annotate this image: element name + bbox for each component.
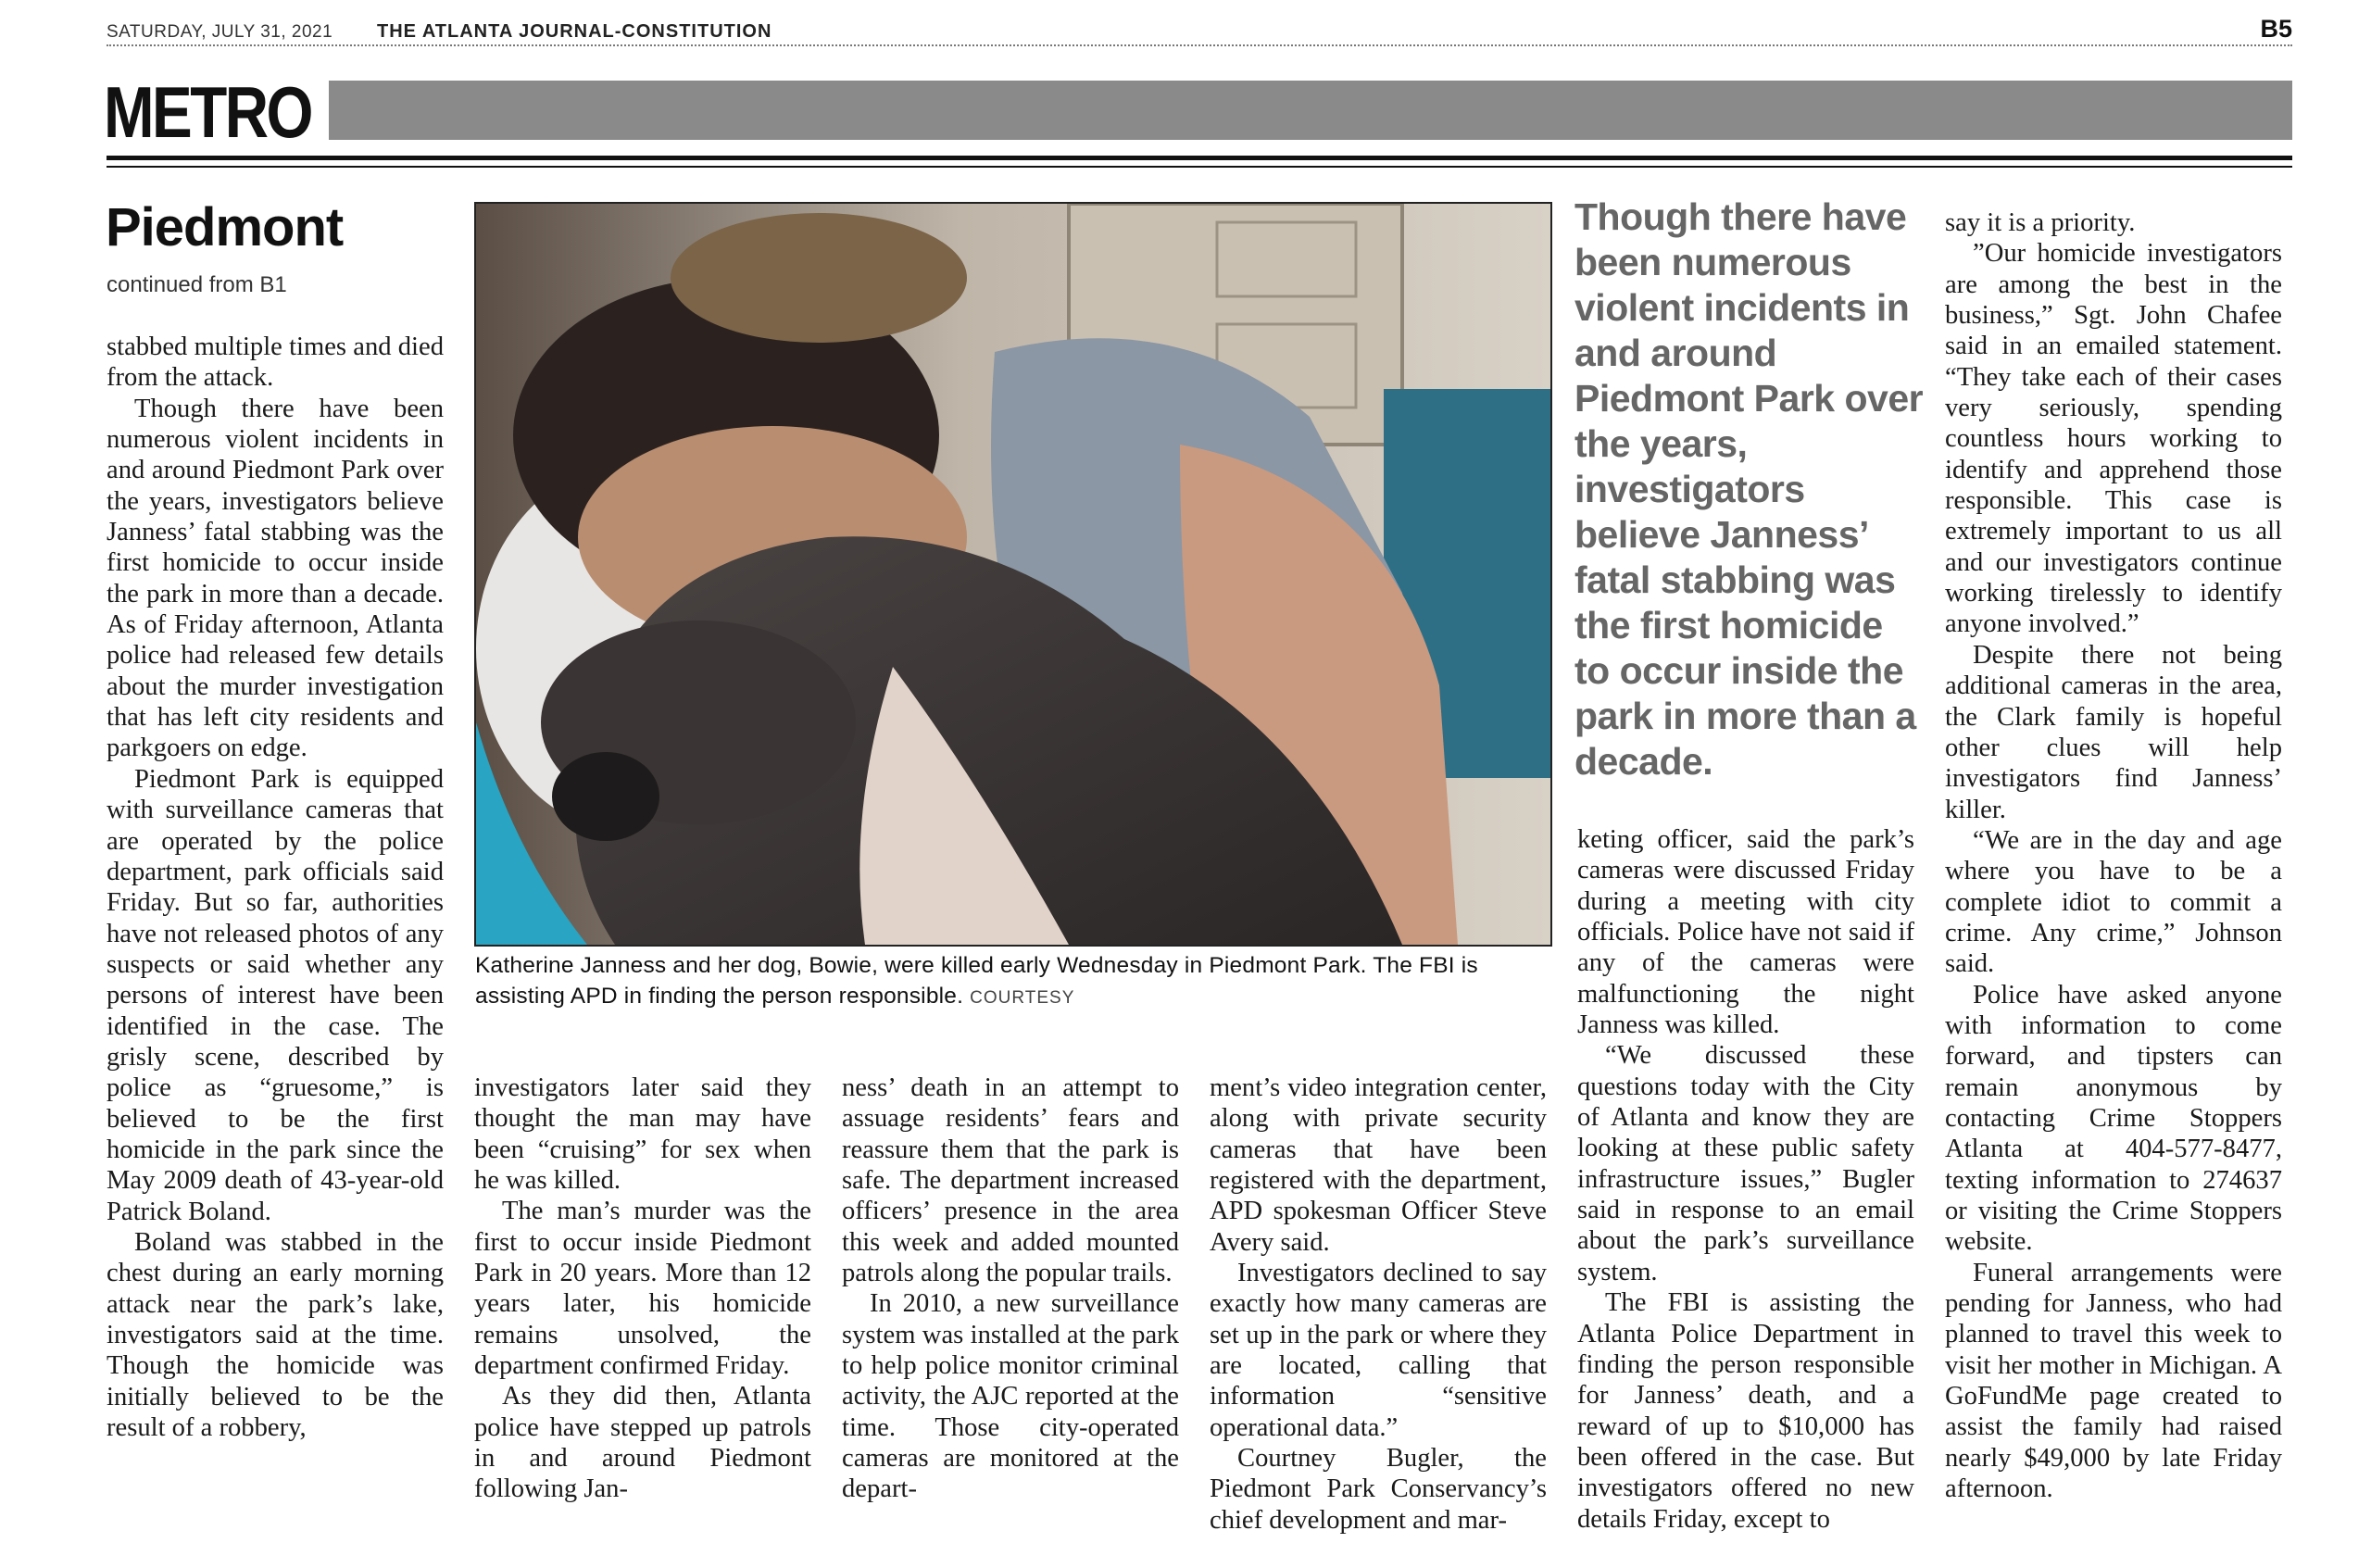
article-column-5 — [1577, 824, 1914, 1556]
paragraph: “We are in the day and age where you have to be a complete idiot to commit a crime. Any crime,” Johnson said. — [1945, 825, 2282, 979]
pull-quote: Though there have been numerous violent incidents in and around Piedmont Park over the years, investigators believe Janness’ fatal stabbing was the first homicide to occur inside the park in more than a decade. — [1574, 195, 1924, 783]
paragraph: “We discussed these questions today with the City of Atlanta and know they are looking at these public safety infrastructure issues,” Bugler said in response to an email about the park’s surveillance system. — [1577, 1041, 1914, 1286]
article-column-2 — [474, 1073, 811, 1554]
paragraph: say it is a priority. — [1945, 208, 2136, 237]
continued-from: continued from B1 — [107, 272, 287, 297]
photo-caption — [475, 950, 1549, 1013]
paragraph: investigators later said they thought the man may have been “cruising” for sex when he was killed. — [474, 1073, 811, 1196]
article-column-1 — [107, 332, 444, 1556]
paragraph: keting officer, said the park’s cameras were discussed Friday during a meeting with city officials. Police have not said if any of the cameras were malfunctioning the night Janness was killed. — [1577, 825, 1914, 1040]
paragraph: stabbed multiple times and died from the attack. — [107, 332, 444, 393]
paragraph: ness’ death in an attempt to assuage residents’ fears and reassure them that the park is safe. The department increased officers’ presence in the area this week and added mounted patrols along the popular trails. — [842, 1073, 1179, 1288]
paragraph: ”Our homicide investigators are among the best in the business,” Sgt. John Chafee said in an emailed statement. “They take each of their cases very seriously, spending countless hours working to identify and apprehend those responsible. This case is extremely important to us all and our investigators continue working tirelessly to identify anyone involved.” — [1945, 239, 2282, 639]
publication-name: THE ATLANTA JOURNAL-CONSTITUTION — [377, 21, 772, 42]
article-photo — [474, 202, 1552, 947]
paragraph: Despite there not being additional cameras in the area, the Clark family is hopeful other clues will help investigators find Janness’ killer. — [1945, 640, 2282, 824]
paragraph: ment’s video integration center, along with private security cameras that have been registered with the department, APD spokesman Officer Steve Avery said. — [1210, 1073, 1547, 1257]
paragraph: The FBI is assisting the Atlanta Police Department in finding the person responsible for Janness’ death, and a reward of up to $10,000 has been offered in the case. But investigators offered no new details Friday, except to — [1577, 1288, 1914, 1534]
paragraph: Piedmont Park is equipped with surveillance cameras that are operated by the police department, park officials said Friday. But so far, authorities have not released photos of any suspects or said whether any persons of interest have been identified in the case. The grisly scene, described by police as “gruesome,” is believed to be the first homicide in the park since the May 2009 death of 43-year-old Patrick Boland. — [107, 764, 444, 1226]
section-rule-thick — [107, 156, 2292, 160]
article-column-4 — [1210, 1073, 1547, 1554]
paragraph: Funeral arrangements were pending for Janness, who had planned to travel this week to visit her mother in Michigan. A GoFundMe page created to assist the family had raised nearly $49,000 by late Friday afternoon. — [1945, 1258, 2282, 1504]
section-title: METRO — [104, 71, 311, 153]
paragraph: In 2010, a new surveillance system was installed at the park to help police monitor criminal activity, the AJC reported at the time. Those city-operated cameras are monitored at the depart- — [842, 1289, 1179, 1504]
publication-date: SATURDAY, JULY 31, 2021 — [107, 22, 333, 42]
paragraph: The man’s murder was the first to occur inside Piedmont Park in 20 years. More than 12 years later, his homicide remains unsolved, the department confirmed Friday. — [474, 1197, 811, 1381]
photo-credit: COURTESY — [970, 988, 1075, 1008]
page-number: B5 — [2260, 15, 2292, 43]
photo-illustration — [476, 204, 1550, 945]
paragraph: Though there have been numerous violent incidents in and around Piedmont Park over the years, investigators believe Janness’ fatal stabbing was the first homicide to occur inside the park in more than a decade. As of Friday afternoon, Atlanta police had released few details about the murder investigation that has left city residents and parkgoers on edge. — [107, 394, 444, 763]
article-headline: Piedmont — [106, 197, 344, 257]
section-rule-thin — [107, 166, 2292, 168]
article-column-6 — [1945, 207, 2282, 1556]
paragraph: As they did then, Atlanta police have stepped up patrols in and around Piedmont following Jan- — [474, 1382, 811, 1504]
paragraph: Investigators declined to say exactly how many cameras are set up in the park or where they are located, calling that information “sensitive operational data.” — [1210, 1259, 1547, 1442]
header-dotted-rule — [107, 44, 2292, 46]
article-column-3 — [842, 1073, 1179, 1554]
page-header — [107, 15, 2292, 52]
section-bar — [329, 81, 2292, 140]
paragraph: Courtney Bugler, the Piedmont Park Conservancy’s chief development and mar- — [1210, 1444, 1547, 1535]
paragraph: Police have asked anyone with information to come forward, and tipsters can remain anonymous by contacting Crime Stoppers Atlanta at 404-577-8477, texting information to 274637 or visiting the Crime Stoppers website. — [1945, 980, 2282, 1257]
paragraph: Boland was stabbed in the chest during an early morning attack near the park’s lake, investigators said at the time. Though the homicide was initially believed to be the result of a robbery, — [107, 1227, 444, 1443]
caption-text: Katherine Janness and her dog, Bowie, were killed early Wednesday in Piedmont Park. The FBI is assisting APD in finding the person responsible. — [475, 953, 1478, 1009]
